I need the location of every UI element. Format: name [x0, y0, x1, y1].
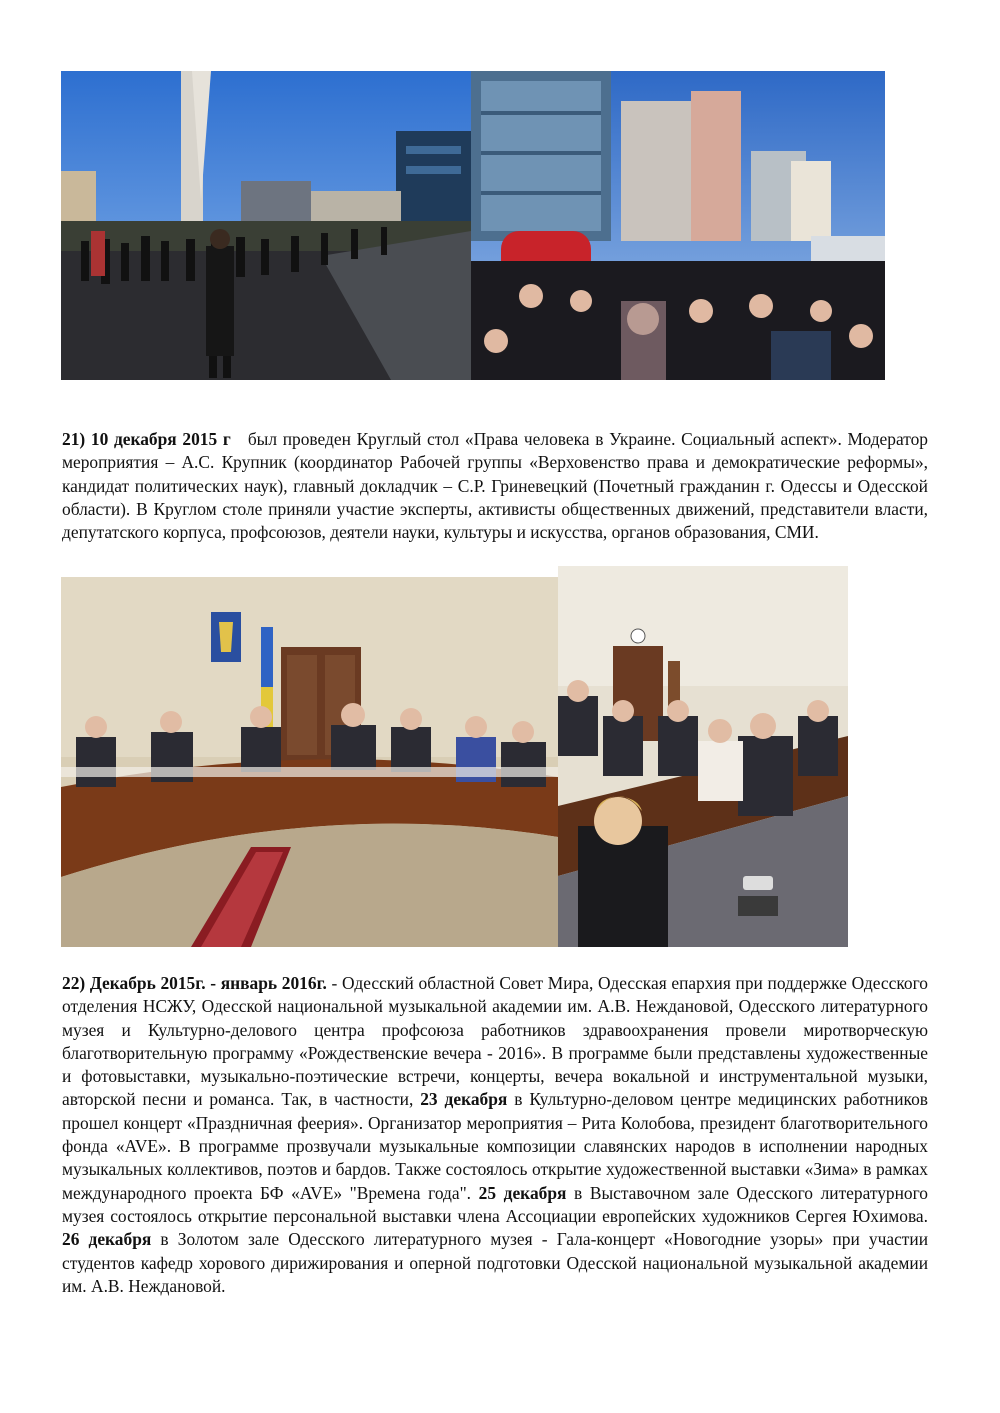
paragraph-22-date-1: 23 декабря — [420, 1089, 508, 1110]
paragraph-21 — [62, 428, 928, 544]
paragraph-22-number: 22) Декабрь 2015г. - январь 2016г. — [62, 973, 327, 993]
street-march-photo — [61, 71, 471, 380]
paragraph-22-text-2: в Культурно-деловом центре медицинских работников прошел концерт «Праздничная феерия». Организатор мероприятия – Рита Колобова, президент благотворительного фонда «AVE». В программе прозвучали музыкальные композиции славянских народов в исполнении народных музыкальных коллективов, поэтов и бардов. Также состоялось открытие художественной выставки «Зима» в рамках международного проекта БФ «AVE» "Времена года". — [62, 1089, 929, 1203]
crowd-photo — [471, 71, 885, 380]
meeting-audience-photo — [558, 566, 848, 947]
paragraph-21-text: был проведен Круглый стол «Права человека в Украине. Социальный аспект». Модератор мероприятия – А.С. Крупник (координатор Рабочей группы «Верховенство права и демократические реформы», кандидат политических наук), главный докладчик – С.Р. Гриневецкий (Почетный гражданин г. Одессы и Одесской области). В Круглом столе приняли участие эксперты, активисты общественных движений, представители власти, депутатского корпуса, профсоюзов, деятели науки, культуры и искусства, органов образования, СМИ. — [62, 429, 929, 543]
paragraph-22-text-4: в Золотом зале Одесского литературного музея - Гала-концерт «Новогодние узоры» при участии студентов кафедр хорового дирижирования и оперной подготовки Одесской национальной музыкальной академии им. А.В. Неждановой. — [62, 1229, 929, 1296]
paragraph-22-text-3: в Выставочном зале Одесского литературного музея состоялось открытие персональной выставки члена Ассоциации европейских художников Сергея Юхимова. — [62, 1182, 929, 1226]
paragraph-22-date-3: 26 декабря — [62, 1229, 152, 1250]
paragraph-22-text-1: - Одесский областной Совет Мира, Одесская епархия при поддержке Одесского отделения НСЖУ, Одесской национальной музыкальной академии им. А.В. Неждановой, Одесского литературного музея и Культурно-делового центра профсоюза работников здравоохранения провели миротворческую благотворительную программу «Рождественские вечера - 2016». В программе были представлены художественные и фотовыставки, музыкально-поэтические встречи, концерты, вечера вокальной и инструментальной музыки, авторской песни и романса. Так, в частности, — [62, 973, 928, 1110]
paragraph-22 — [62, 972, 928, 1298]
paragraph-22-date-2: 25 декабря — [478, 1182, 567, 1203]
paragraph-21-number: 21) 10 декабря 2015 г — [62, 429, 231, 449]
round-table-meeting-photo — [61, 577, 558, 947]
